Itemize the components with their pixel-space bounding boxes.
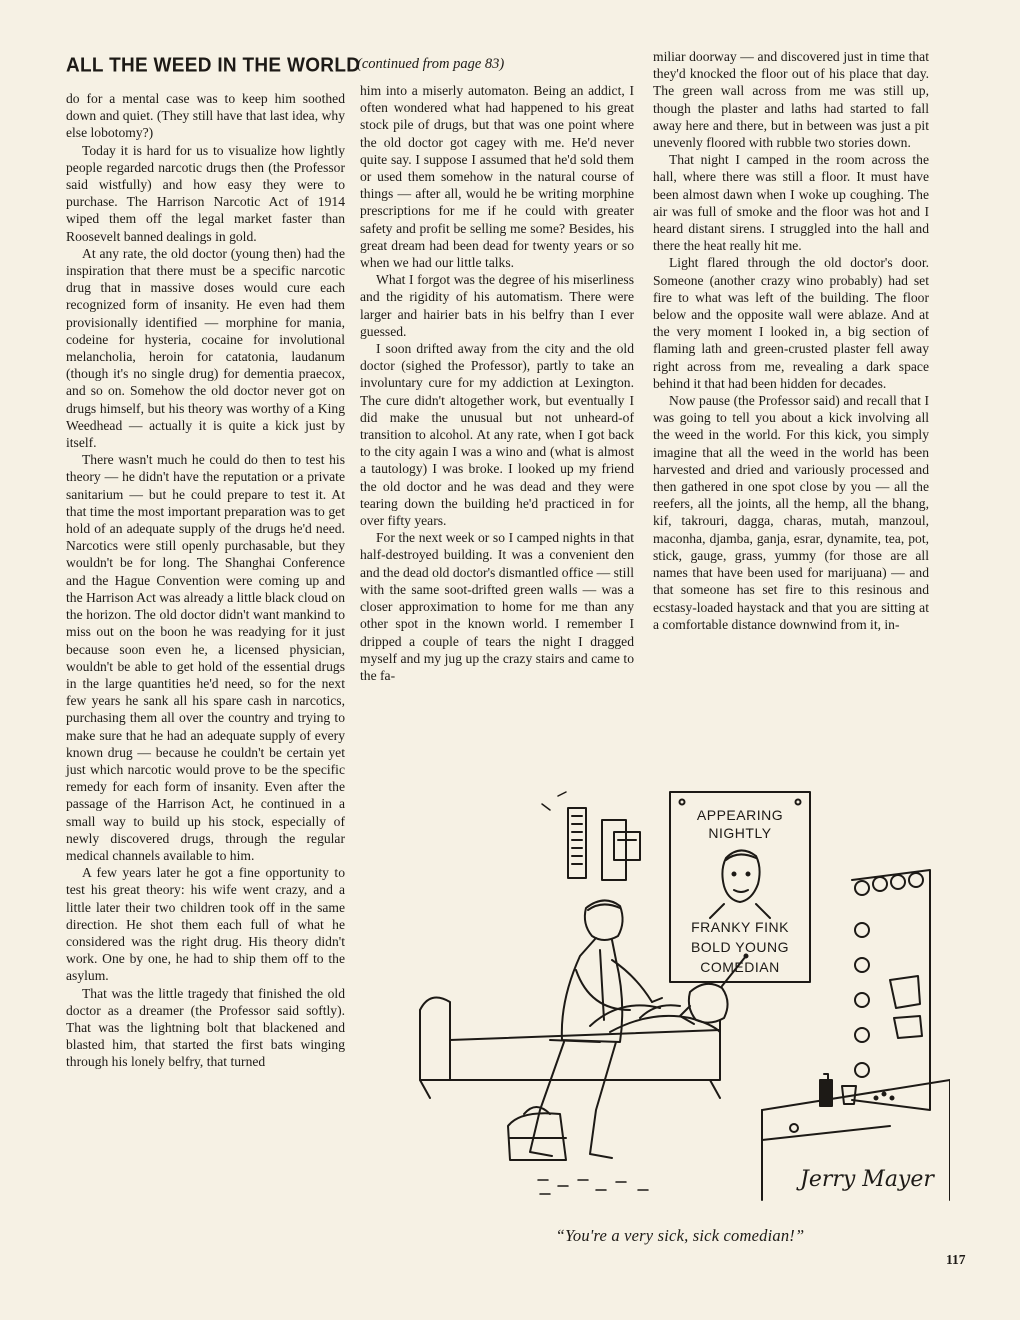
wall-sign-icon [568,808,586,878]
doctor-bag-icon [508,1107,566,1160]
artist-signature: Jerry Mayer [800,1167,934,1192]
poster-line-4: BOLD YOUNG [690,939,790,955]
cartoon-caption: “You're a very sick, sick comedian!” [555,1226,805,1245]
comedian-poster [670,792,810,982]
paragraph: What I forgot was the degree of his miserliness and the rigidity of his automatism. There were larger and hairier bats in his belfry than I ever guessed. [360,272,634,339]
paragraph: miliar doorway — and discovered just in time that they'd knocked the floor out of his place that day. The green wall across from me was still up, though the plaster and laths had started to fall away here and there, but in between was just a pit unevenly floored with rubble two stories down. [653,49,929,151]
text-column-3 [653,48,929,633]
paragraph: That was the little tragedy that finished the old doctor as a dreamer (the Professor said softly). That was the lightning bolt that blackened and blasted him, that started the first bats winging through his lonely belfry, that turned [66,985,345,1070]
article-title: ALL THE WEED IN THE WORLD [66,54,361,77]
continued-note: (continued from page 83) [357,56,505,72]
cartoon-illustration [390,780,950,1220]
paragraph: A few years later he got a fine opportunity to test his great theory: his wife went crazy, and a little later their two children took off in the same direction. He shot them each full of what he considered was the right drug. His theory didn't work. One by one, he had to ship them off to the asylum. [66,865,345,984]
poster-line-2: NIGHTLY [708,825,772,841]
paragraph: Now pause (the Professor said) and recall that I was going to tell you about a kick involving all the weed in the world. For this kick, you simply imagine that all the weed in the world has been harvested and dried and variously processed and then gathered in one spot close by you — all the reefers, all the joints, all the hemp, all the bhang, kif, takrouri, dagga, charas, mutah, manzoul, maconha, djamba, ganja, esrar, dynamite, tea, pot, stick, gauge, grass, yummy (for those are all names that have been used for marijuana) — and that someone has set fire to this resinous and ecstasy-loaded haystack and that you are sitting at a comfortable distance downwind from it, in- [653,393,929,632]
poster-line-1: APPEARING [696,807,784,823]
paragraph: Today it is hard for us to visualize how lightly people regarded narcotic drugs then (the Professor said wistfully) and how easy they were to purchase. The Harrison Narcotic Act of 1914 wiped them off the legal market faster than Roosevelt banned dealings in gold. [66,142,345,244]
paragraph: I soon drifted away from the city and the old doctor (sighed the Professor), partly to take an involuntary cure for my addiction at Lexington. The cure didn't altogether work, but eventually I did make the unusual but not unheard-of transition to alcohol. At any rate, when I got back to the city again I was a wino and (what is almost a tautology) I was broke. I looked up my friend the old doctor and he was dead and they were tearing down the building he'd practiced in for over fifty years. [360,341,634,529]
paragraph: For the next week or so I camped nights in that half-destroyed building. It was a convenient den and the dead old doctor's dismantled office — still with the same soot-drifted green walls — was a closer approximation to home for me than any other spot in the known world. I remember I dripped a couple of tears the night I dragged myself and my jug up the crazy stairs and came to the fa- [360,530,635,683]
paragraph: Light flared through the old doctor's door. Someone (another crazy wino probably) had set fire to what was left of the building. The floor below and the opposite wall were ablaze. And at the very moment I looked in, a big section of flaming lath and green-crusted plaster fell away right across from me, revealing a dark space behind it that had been hidden for decades. [653,255,929,391]
page-number: 117 [946,1252,966,1267]
doctor-figure [530,900,662,1158]
wall-box-icon [602,820,640,880]
dressing-mirror [852,870,930,1110]
poster-line-5: COMEDIAN [700,959,780,975]
text-column-1 [66,90,345,1071]
wall-tick-marks [542,792,566,810]
floor-shading [538,1180,648,1194]
paragraph: That night I camped in the room across the hall, where there was still a floor. It must have been almost dawn when I woke up coughing. The air was full of smoke and the floor was hot and I heard distant sirens. I struggled into the hall and there the heat really hit me. [653,152,929,254]
paragraph: do for a mental case was to keep him soothed down and quiet. (They still have that last idea, why else lobotomy?) [66,91,345,141]
couch [420,998,720,1099]
paragraph: At any rate, the old doctor (young then) had the inspiration that there must be a specific narcotic drug that in massive doses would cure each recognized form of insanity. He even had them provisionally identified — morphine for mania, codeine for hysteria, cocaine for involutional melancholia, heroin for catatonia, laudanum (though it's no single drug) for dementia praecox, and so on. Somehow the old doctor never got on drugs himself, but his theory was worthy of a King Weedhead — actually it is quite a kick just by itself. [66,245,345,451]
paragraph: him into a miserly automaton. Being an addict, I often wondered what had happened to his great stock pile of drugs, but that was one point where the old doctor got cagey with me. He'd never quite say. I suppose I assumed that he'd sold them or used them somehow in the natural course of things — after all, would he be writing morphine prescriptions for me if he could with greater safety and profit be selling me some? Besides, his great dream had been dead for twenty years or so when we had our little talks. [360,83,634,271]
paragraph: There wasn't much he could do then to test his theory — he didn't have the reputation or a private sanitarium — but he could prepare to test it. At that time the most important preparation was to get hold of an adequate supply of the drugs he'd need. Narcotics were still openly purchasable, but they wouldn't be for long. The Shanghai Conference and the Hague Convention were coming up and the Harrison Act was already a little black cloud on the horizon. The old doctor didn't want mankind to miss out on the boon he was readying for it just because soon even he, a licensed physician, wouldn't be able to get hold of the essential drugs in the large quantities he'd need, so for the next few years he sank all his spare cash in narcotics, purchasing them all over the country and trying to make sure that he had an adequate supply of every known drug — because he couldn't be certain yet just which narcotic would prove to be the specific remedy for each form of insanity. Even after the passage of the Harrison Act, he continued in a small way to build up his stock, especially of newly discovered drugs, through the regular medical channels available to him. [66,452,345,863]
text-column-2 [360,82,634,684]
poster-line-3: FRANKY FINK [691,919,789,935]
